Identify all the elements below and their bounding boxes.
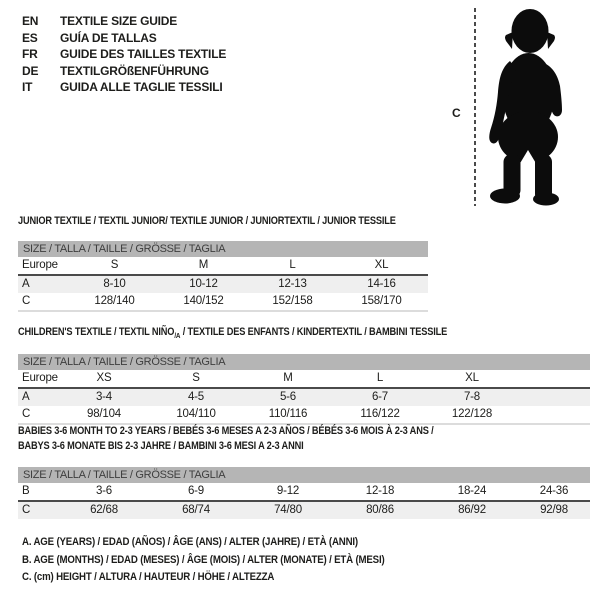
language-code: ES: [22, 30, 38, 45]
row-label: Europe: [22, 259, 58, 271]
footnote-line: B. AGE (MONTHS) / EDAD (MESES) / ÂGE (MOIS) / ALTER (MONATE) / ETÀ (MESI): [22, 553, 385, 566]
table-cell: 14-16: [367, 278, 396, 290]
row-label: Europe: [22, 372, 58, 385]
table-cell: 110/116: [268, 408, 308, 421]
size-table-header-bar: SIZE / TALLA / TAILLE / GRÖSSE / TAGLIA: [18, 467, 590, 483]
language-row: [22, 30, 226, 47]
table-cell: M: [198, 259, 209, 271]
language-code: EN: [22, 14, 39, 28]
table-cell: 104/110: [176, 408, 216, 421]
table-cell: 80/86: [366, 504, 394, 516]
table-cell: 18-24: [457, 485, 487, 497]
table-cell: 12-13: [278, 278, 307, 290]
language-row: [22, 13, 226, 30]
table-cell: XS: [96, 372, 112, 385]
table-cell: M: [283, 372, 293, 385]
table-cell: 9-12: [276, 485, 300, 497]
language-code: IT: [22, 80, 33, 94]
table-cell: 68/74: [182, 504, 210, 516]
section-title: [18, 325, 498, 343]
table-row: [18, 276, 428, 293]
size-table-header-bar: SIZE / TALLA / TAILLE / GRÖSSE / TAGLIA: [18, 241, 428, 257]
table-cell: 24-36: [539, 485, 569, 497]
language-guide-title: GUIDE DES TAILLES TEXTILE: [60, 47, 227, 61]
table-cell: 3-6: [95, 485, 113, 497]
table-row: [18, 257, 428, 274]
language-list: [22, 13, 226, 96]
row-label: C: [22, 504, 31, 516]
table-row: [18, 389, 590, 406]
language-guide-title: TEXTILGRÖßENFÜHRUNG: [60, 63, 209, 78]
table-cell: 116/122: [360, 408, 400, 421]
table-cell: 122/128: [451, 408, 493, 421]
footnote-legend: [22, 534, 385, 587]
row-label: B: [22, 485, 30, 497]
section-junior-textile: [18, 214, 428, 312]
language-row: [22, 63, 226, 80]
table-cell-filler: [518, 406, 590, 423]
table-cell: 10-12: [189, 278, 218, 290]
size-table: [18, 467, 590, 519]
row-label: C: [22, 295, 31, 307]
row-label: A: [22, 391, 30, 404]
table-row: [18, 293, 428, 310]
table-cell: 62/68: [90, 504, 118, 516]
table-cell: 8-10: [103, 278, 126, 290]
table-divider-light: [18, 310, 428, 312]
table-cell: 12-18: [365, 485, 395, 497]
size-table-header-bar: SIZE / TALLA / TAILLE / GRÖSSE / TAGLIA: [18, 354, 590, 370]
table-cell: 140/152: [183, 295, 224, 307]
language-guide-title: GUIDA ALLE TAGLIE TESSILI: [60, 80, 223, 94]
toddler-silhouette-icon: [486, 6, 580, 206]
section-babies-textile: [18, 424, 590, 519]
table-cell: S: [192, 372, 200, 385]
language-code: FR: [22, 47, 38, 61]
table-cell: 74/80: [274, 504, 302, 516]
section-title: [18, 214, 396, 229]
section-title-part: / TEXTILE DES ENFANTS / KINDERTEXTIL / BAMBINI TESSILE: [180, 326, 448, 338]
section-childrens-textile: [18, 325, 590, 425]
table-cell: 92/98: [540, 504, 568, 516]
table-row: [18, 483, 590, 500]
section-title-part: BABYS 3-6 MONATE BIS 2-3 JAHRE / BAMBINI 3-6 MESI A 2-3 ANNI: [18, 440, 304, 452]
table-cell: 3-4: [95, 391, 113, 404]
table-cell: 6-9: [187, 485, 205, 497]
size-table: [18, 241, 428, 312]
table-cell: L: [289, 259, 296, 271]
table-cell: 5-6: [279, 391, 297, 404]
table-cell: 128/140: [94, 295, 135, 307]
language-guide-title: GUÍA DE TALLAS: [60, 30, 157, 45]
size-table: [18, 354, 590, 425]
section-title-part: /A: [174, 331, 181, 341]
table-cell-filler: [518, 370, 590, 387]
table-cell-filler: [518, 389, 590, 406]
row-label: C: [22, 408, 31, 421]
table-cell: 86/92: [458, 504, 486, 516]
table-cell: 6-7: [371, 391, 389, 404]
table-cell: 7-8: [463, 391, 481, 404]
table-row: [18, 406, 590, 423]
language-row: [22, 46, 226, 63]
table-cell: L: [376, 372, 384, 385]
table-cell: XL: [374, 259, 389, 271]
table-cell: S: [110, 259, 119, 271]
footnote-line: A. AGE (YEARS) / EDAD (AÑOS) / ÂGE (ANS) / ALTER (JAHRE) / ETÀ (ANNI): [22, 536, 358, 548]
language-code: DE: [22, 63, 39, 78]
table-cell: XL: [465, 372, 479, 385]
section-title-part: BABIES 3-6 MONTH TO 2-3 YEARS / BEBÉS 3-6 MESES A 2-3 AÑOS / BÉBÉS 3-6 MOIS À 2-3 ANS /: [18, 425, 434, 437]
table-cell: 152/158: [272, 295, 313, 307]
language-row: [22, 79, 226, 96]
table-cell: 4-5: [187, 391, 205, 404]
section-title: [18, 439, 498, 454]
table-cell: 158/170: [361, 295, 402, 307]
table-row: [18, 370, 590, 387]
language-guide-title: TEXTILE SIZE GUIDE: [60, 14, 178, 28]
section-title: [18, 424, 498, 439]
footnote-line: C. (cm) HEIGHT / ALTURA / HAUTEUR / HÖHE / ALTEZZA: [22, 571, 275, 583]
height-measure-label: C: [452, 106, 461, 120]
table-cell: 98/104: [87, 408, 121, 421]
section-title-part: CHILDREN'S TEXTILE / TEXTIL NIÑO: [18, 326, 175, 338]
row-label: A: [22, 278, 30, 290]
height-measure-dashed-line: [474, 8, 476, 206]
table-row: [18, 502, 590, 519]
section-title-part: JUNIOR TEXTILE / TEXTIL JUNIOR/ TEXTILE JUNIOR / JUNIORTEXTIL / JUNIOR TESSILE: [18, 215, 396, 227]
